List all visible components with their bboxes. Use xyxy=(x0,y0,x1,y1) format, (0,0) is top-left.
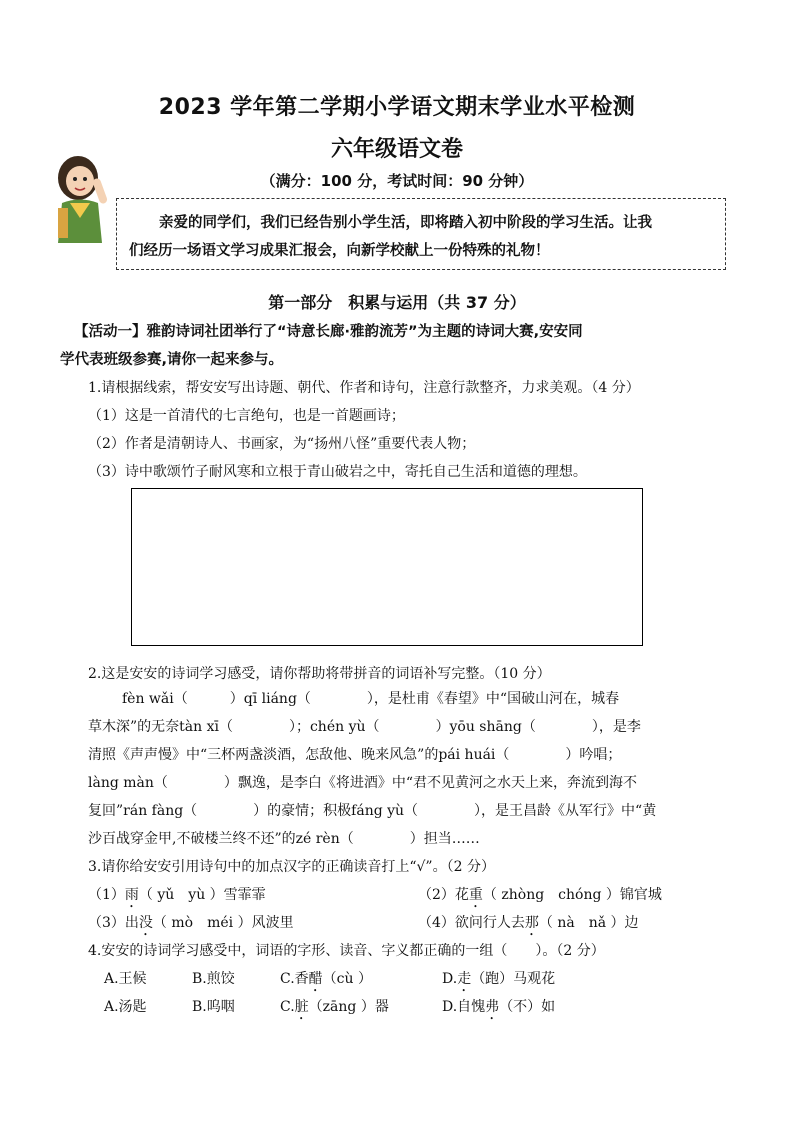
option-4: （4）欲问行人去那（ nà nǎ ）边 xyxy=(418,915,639,931)
paragraph-line: làng màn（ ）飘逸，是李白《将进酒》中“君不见黄河之水天上来，奔流到海不 xyxy=(88,775,638,791)
option-c: C.香醋（cù ） xyxy=(280,971,372,987)
part-heading: 第一部分 积累与运用（共 37 分） xyxy=(268,293,526,312)
question-3-row xyxy=(88,909,718,939)
activity-line: 学代表班级参赛,请你一起来参与。 xyxy=(60,352,284,368)
option-3: （3）出没（ mò méi ）风波里 xyxy=(88,915,294,931)
option-b: B.煎饺 xyxy=(192,971,235,987)
exam-title: 2023 学年第二学期小学语文期末学业水平检测 xyxy=(158,95,636,120)
paragraph-line: fèn wǎi（ ）qī liáng（ ），是杜甫《春望》中“国破山河在，城春 xyxy=(122,691,620,707)
option-2: （2）花重（ zhòng chóng ）锦官城 xyxy=(418,887,662,903)
option-b: B.呜咽 xyxy=(192,999,235,1015)
question-3-stem: 3.请你给安安引用诗句中的加点汉字的正确读音打上“√”。（2 分） xyxy=(88,859,495,875)
answer-writing-box[interactable] xyxy=(131,488,643,646)
question-1-clue: （2）作者是清朝诗人、书画家，为“扬州八怪”重要代表人物； xyxy=(88,436,476,452)
exam-info: （满分：100 分，考试时间：90 分钟） xyxy=(260,172,534,190)
activity-line: 【活动一】雅韵诗词社团举行了“诗意长廊·雅韵流芳”为主题的诗词大赛,安安同 xyxy=(74,324,583,340)
paragraph-line: 草木深”的无奈tàn xī（ ）；chén yù（ ）yōu shāng（ ），是李 xyxy=(88,719,641,735)
question-4-row xyxy=(104,965,555,995)
option-a: A.王候 xyxy=(104,971,147,987)
option-1: （1）雨（ yǔ yù ）雪霏霏 xyxy=(88,887,266,903)
question-2-stem: 2.这是安安的诗词学习感受，请你帮助将带拼音的词语补写完整。（10 分） xyxy=(88,666,551,682)
paragraph-line: 复回”rán fàng（ ）的豪情；积极fáng yù（ ），是王昌龄《从军行》中“黄 xyxy=(88,803,657,819)
question-4-stem: 4.安安的诗词学习感受中，词语的字形、读音、字义都正确的一组（ ）。（2 分） xyxy=(88,943,605,959)
option-d: D.自愧弗（不）如 xyxy=(442,999,556,1015)
question-1-clue: （1）这是一首清代的七言绝句，也是一首题画诗； xyxy=(88,408,405,424)
question-3-row xyxy=(88,881,718,911)
question-4-row xyxy=(104,993,555,1023)
exam-subtitle: 六年级语文卷 xyxy=(330,137,463,162)
intro-line: 亲爱的同学们，我们已经告别小学生活，即将踏入初中阶段的学习生活。让我 xyxy=(159,215,652,231)
option-d: D.走（跑）马观花 xyxy=(442,971,556,987)
intro-line: 们经历一场语文学习成果汇报会，向新学校献上一份特殊的礼物！ xyxy=(129,243,550,259)
question-2-paragraph xyxy=(88,685,710,853)
paragraph-line: 清照《声声慢》中“三杯两盏淡酒，怎敌他、晚来风急”的pái huái（ ）吟唱； xyxy=(88,747,622,763)
paragraph-line: 沙百战穿金甲,不破楼兰终不还”的zé rèn（ ）担当…… xyxy=(88,831,480,847)
question-1-stem: 1.请根据线索，帮安安写出诗题、朝代、作者和诗句，注意行款整齐，力求美观。（4 分） xyxy=(88,380,640,396)
option-c: C.脏（zāng ）器 xyxy=(280,999,389,1015)
intro-box xyxy=(116,198,726,270)
question-1-clue: （3）诗中歌颂竹子耐风寒和立根于青山破岩之中，寄托自己生活和道德的理想。 xyxy=(88,464,587,480)
option-a: A.汤匙 xyxy=(104,999,147,1015)
student-mascot-illustration xyxy=(40,148,120,248)
activity-intro xyxy=(60,318,720,374)
